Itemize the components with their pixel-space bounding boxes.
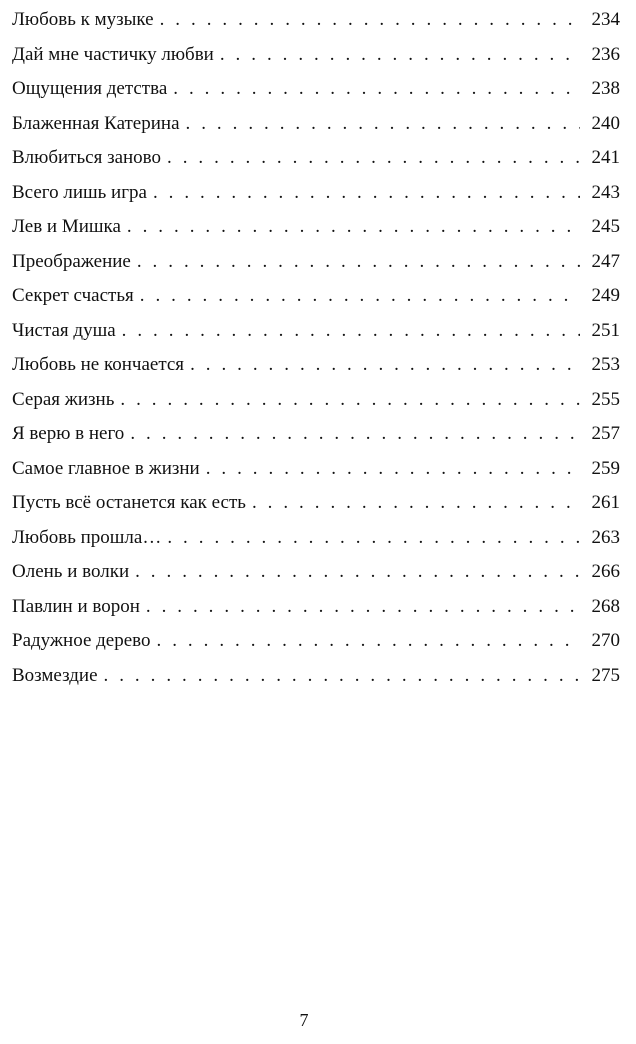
- dot-leader: [173, 72, 580, 107]
- dot-leader: [220, 38, 580, 73]
- toc-entry[interactable]: [12, 590, 620, 625]
- toc-entry-title: Чистая душа: [12, 319, 116, 341]
- toc-entry-page: 249: [591, 285, 620, 306]
- dot-leader: [135, 555, 580, 590]
- toc-entry-title: Пусть всё останется как есть: [12, 492, 246, 513]
- dot-leader: [137, 245, 580, 280]
- toc-entry-page: 261: [591, 492, 620, 513]
- dot-leader: [190, 348, 580, 383]
- toc-entry-page: 257: [591, 423, 620, 444]
- toc-entry[interactable]: [12, 383, 620, 418]
- page-number: 7: [299, 1010, 309, 1030]
- toc-entry-title: Олень и волки: [12, 561, 130, 582]
- dot-leader: [104, 659, 580, 694]
- toc-entry-page: 241: [591, 147, 620, 168]
- dot-leader: [167, 141, 580, 176]
- toc-entry-title: Блаженная Катерина: [12, 112, 180, 134]
- toc-entry-page: 240: [591, 112, 620, 134]
- toc-entry[interactable]: [12, 521, 620, 556]
- toc-entry-title: Я верю в него: [12, 423, 125, 444]
- toc-entry-page: 255: [591, 388, 620, 410]
- toc-entry-title: Любовь не кончается: [12, 354, 185, 375]
- toc-entry[interactable]: [12, 417, 620, 452]
- toc-entry-page: 253: [591, 354, 620, 375]
- toc-entry[interactable]: [12, 624, 620, 659]
- dot-leader: [160, 3, 580, 38]
- toc-entry-title: Возмездие: [12, 664, 98, 686]
- dot-leader: [157, 624, 580, 659]
- toc-entry-page: 238: [591, 78, 620, 99]
- dot-leader: [122, 314, 580, 349]
- toc-entry[interactable]: [12, 452, 620, 487]
- toc-entry-title: Любовь к музыке: [12, 9, 154, 30]
- table-of-contents: [12, 3, 620, 693]
- toc-entry[interactable]: [12, 3, 620, 38]
- dot-leader: [120, 383, 580, 418]
- toc-entry-page: 247: [591, 250, 620, 272]
- dot-leader: [153, 176, 580, 211]
- toc-entry-title: Лев и Мишка: [12, 216, 121, 237]
- toc-entry-title: Павлин и ворон: [12, 595, 140, 617]
- toc-entry-page: 236: [591, 43, 620, 65]
- dot-leader: [252, 486, 580, 521]
- toc-entry-page: 275: [591, 664, 620, 686]
- toc-entry[interactable]: [12, 555, 620, 590]
- dot-leader: [186, 107, 580, 142]
- toc-entry-title: Радужное дерево: [12, 630, 151, 651]
- dot-leader: [146, 590, 580, 625]
- toc-entry[interactable]: [12, 107, 620, 142]
- toc-entry-title: Серая жизнь: [12, 388, 115, 410]
- toc-entry[interactable]: [12, 659, 620, 694]
- toc-entry[interactable]: [12, 72, 620, 107]
- dot-leader: [167, 521, 580, 556]
- toc-entry-page: 268: [591, 595, 620, 617]
- toc-entry-title: Ощущения детства: [12, 78, 168, 99]
- toc-entry-page: 251: [591, 319, 620, 341]
- toc-entry-page: 266: [591, 561, 620, 582]
- toc-entry[interactable]: [12, 38, 620, 73]
- toc-entry-title: Преображение: [12, 250, 131, 272]
- toc-entry[interactable]: [12, 245, 620, 280]
- toc-entry-title: Дай мне частичку любви: [12, 43, 214, 65]
- dot-leader: [206, 452, 580, 487]
- toc-entry-page: 270: [591, 630, 620, 651]
- toc-entry-title: Секрет счастья: [12, 285, 134, 306]
- toc-entry-page: 234: [591, 9, 620, 30]
- toc-entry[interactable]: [12, 348, 620, 383]
- toc-entry-page: 245: [591, 216, 620, 237]
- toc-entry[interactable]: [12, 486, 620, 521]
- toc-entry[interactable]: [12, 279, 620, 314]
- toc-entry-title: Самое главное в жизни: [12, 457, 200, 479]
- toc-entry-title: Всего лишь игра: [12, 181, 147, 203]
- toc-entry[interactable]: [12, 176, 620, 211]
- toc-entry-page: 243: [591, 181, 620, 203]
- toc-entry-page: 259: [591, 457, 620, 479]
- toc-entry-title: Влюбиться заново: [12, 147, 162, 168]
- dot-leader: [130, 417, 580, 452]
- dot-leader: [127, 210, 580, 245]
- toc-entry-page: 263: [591, 526, 620, 548]
- toc-entry[interactable]: [12, 210, 620, 245]
- toc-entry[interactable]: [12, 141, 620, 176]
- dot-leader: [140, 279, 580, 314]
- toc-entry[interactable]: [12, 314, 620, 349]
- toc-entry-title: Любовь прошла…: [12, 526, 162, 548]
